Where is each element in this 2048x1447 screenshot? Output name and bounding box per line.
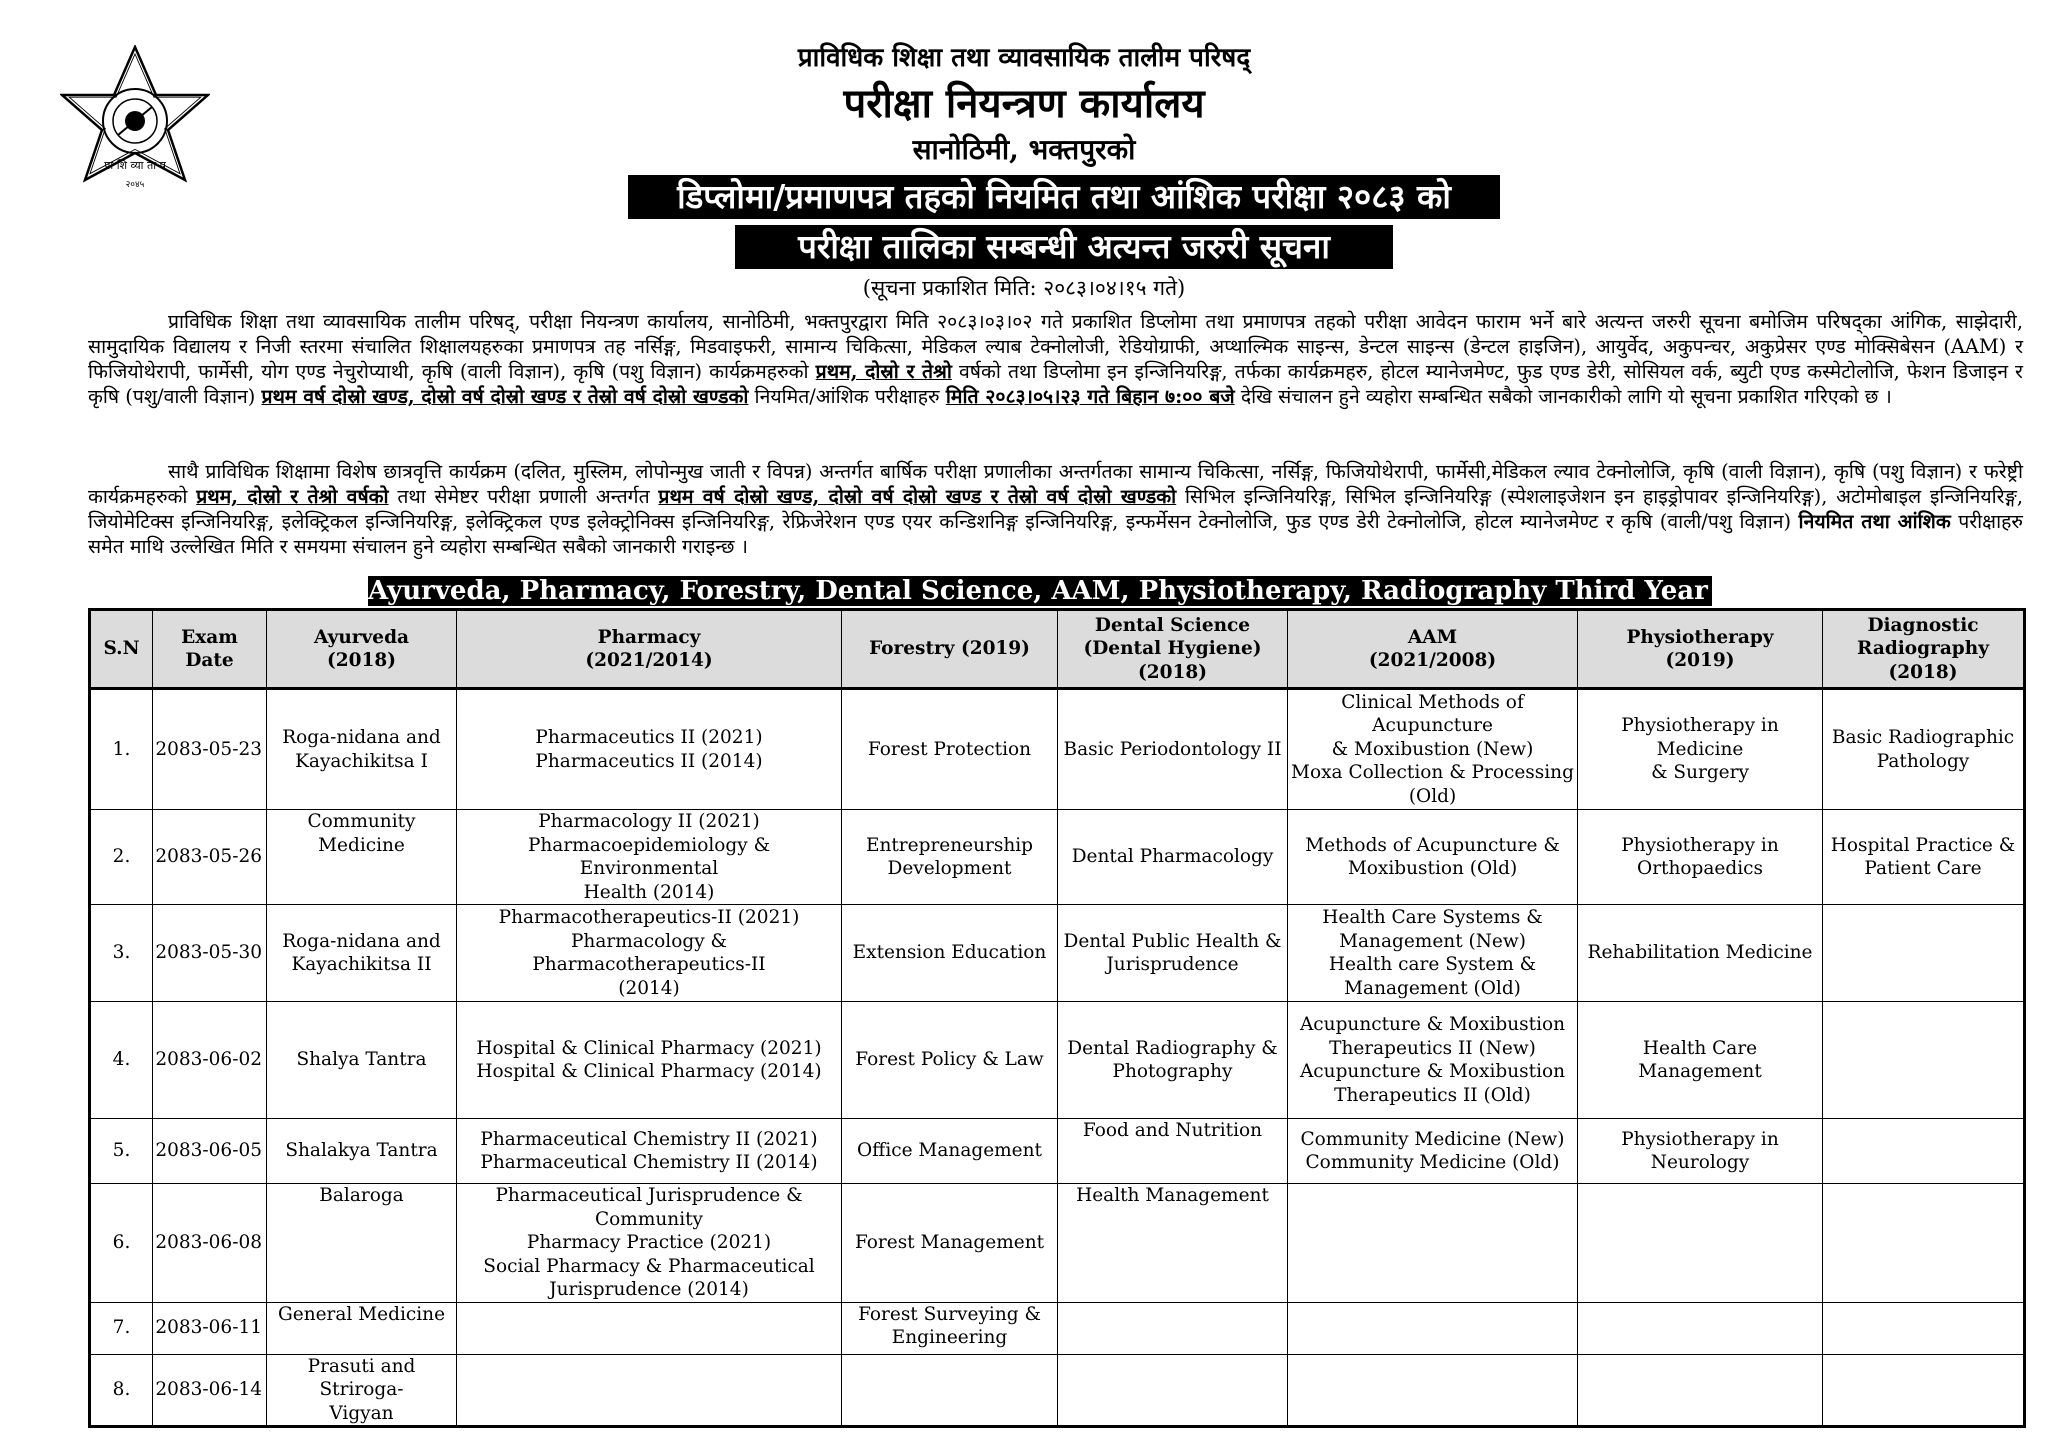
column-header (1823, 610, 2025, 689)
column-header-line: (2021/2014) (585, 650, 713, 671)
subject-line: Hospital & Clinical Pharmacy (2014) (476, 1061, 822, 1082)
subject-line: Physiotherapy in Medicine (1621, 715, 1779, 760)
subject-line: Pharmaceutical Jurisprudence & Community (495, 1185, 803, 1230)
p2-sections: प्रथम वर्ष दोस्रो खण्ड, दोस्रो वर्ष दोस्रो खण्ड र तेस्रो वर्ष दोस्रो खण्डको (658, 485, 1177, 508)
subject-line: Dental Public Health & (1063, 930, 1282, 952)
subject-line: Pharmacotherapeutics-II (2021) (498, 907, 800, 928)
subject-line: Pharmaceutical Chemistry II (2021) (480, 1128, 818, 1150)
subject-line: Roga-nidana and (282, 727, 441, 748)
subject-line: Pharmacy Practice (2021) (526, 1232, 772, 1253)
subject-line: Health Management (1076, 1185, 1269, 1206)
subject-line: Moxa Collection & Processing (1291, 762, 1574, 784)
subject-line: Methods of Acupuncture & (1305, 834, 1560, 856)
serial-number-cell: 4. (90, 1002, 153, 1119)
table-row (90, 1302, 2025, 1354)
subject-line: Office Management (857, 1140, 1042, 1162)
p1-exam-start: मिति २०८३।०५।२३ गते बिहान ७:०० बजे (945, 385, 1235, 408)
subject-line: Shalakya Tantra (285, 1140, 438, 1162)
subject-cell (1578, 689, 1823, 810)
subject-line: Health Care Systems & (1322, 907, 1543, 928)
subject-line: Acupuncture & Moxibustion (1299, 1061, 1566, 1082)
column-header (153, 610, 267, 689)
subject-line: Physiotherapy in (1621, 1128, 1779, 1150)
subject-cell (267, 1354, 457, 1427)
subject-cell (1058, 810, 1288, 905)
subject-line: Forest Surveying & (858, 1303, 1041, 1325)
subject-cell (1578, 1002, 1823, 1119)
subject-cell (1058, 689, 1288, 810)
column-header (1288, 610, 1578, 689)
subject-cell (1288, 905, 1578, 1002)
subject-line: Photography (1112, 1061, 1233, 1082)
subject-line: Jurisprudence (2014) (549, 1279, 749, 1300)
subject-line: Management (New) (1339, 930, 1526, 952)
subject-line: Prasuti and Striroga- (307, 1355, 416, 1400)
exam-date-cell: 2083-06-05 (153, 1119, 267, 1184)
subject-cell (842, 810, 1058, 905)
subject-line: Balaroga (319, 1185, 404, 1206)
subject-cell (267, 1302, 457, 1354)
p2-text-c: तथा सेमेष्टर परीक्षा प्रणाली अन्तर्गत (397, 485, 650, 508)
subject-line: Pathology (1876, 750, 1970, 772)
emblem-year: २०४५ (125, 180, 145, 190)
serial-number-cell: 7. (90, 1302, 153, 1354)
subject-cell (1578, 1354, 1823, 1427)
subject-cell (842, 1184, 1058, 1303)
table-header-row (90, 610, 2025, 689)
subject-line: Forest Management (854, 1232, 1045, 1253)
subject-line: Vigyan (329, 1402, 394, 1424)
subject-line: Health (2014) (583, 881, 715, 903)
subject-cell (1288, 810, 1578, 905)
column-header-line: S.N (103, 638, 140, 660)
subject-line: Shalya Tantra (296, 1049, 427, 1071)
schedule-table-title: Ayurveda, Pharmacy, Forestry, Dental Science, AAM, Physiotherapy, Radiography Third Year (New/Old) (368, 576, 1865, 606)
emblem-text: प्रा शि व्या ता प (104, 159, 166, 172)
table-row (90, 689, 2025, 810)
subject-cell (1288, 1302, 1578, 1354)
subject-line: Community Medicine (Old) (1305, 1152, 1560, 1173)
column-header (267, 610, 457, 689)
serial-number-cell: 2. (90, 810, 153, 905)
subject-cell (1823, 905, 2025, 1002)
table-row (90, 1002, 2025, 1119)
column-header (842, 610, 1058, 689)
subject-cell (1823, 1119, 2025, 1184)
subject-cell (267, 810, 457, 905)
p1-years: प्रथम, दोस्रो र तेश्रो (815, 360, 952, 383)
notice-banner-title: डिप्लोमा/प्रमाणपत्र तहको नियमित तथा आंशिक परीक्षा २०८३ को (628, 175, 1500, 219)
column-header (457, 610, 842, 689)
subject-line: Entrepreneurship (865, 834, 1034, 856)
table-row (90, 1184, 2025, 1303)
subject-line: Management (Old) (1344, 977, 1521, 999)
p1-sections: प्रथम वर्ष दोस्रो खण्ड, दोस्रो वर्ष दोस्रो खण्ड र तेस्रो वर्ष दोस्रो खण्डको (261, 385, 749, 408)
table-body (90, 689, 2025, 1427)
notice-banner-subtitle: परीक्षा तालिका सम्बन्धी अत्यन्त जरुरी सूचना (735, 225, 1393, 269)
table-row (90, 810, 2025, 905)
subject-cell (1823, 1184, 2025, 1303)
subject-line: Basic Radiographic (1831, 727, 2015, 748)
serial-number-cell: 5. (90, 1119, 153, 1184)
subject-cell (1058, 905, 1288, 1002)
exam-date-cell: 2083-06-11 (153, 1302, 267, 1354)
p1-text-c: वर्षको तथा डिप्लोमा इन इन्जिनियरिङ्ग, तर्फका कार्यक्रमहरु, होटल म्यानेजमेण्ट, फुड एण्ड डेरी, सोसियल वर्क, ब्युटी एण्ड कस्मेटोलोजि, फेशन डिजाइन र कृषि (पशु/वाली विज्ञान) (88, 360, 2023, 408)
column-header-line: Exam (181, 626, 238, 648)
subject-cell (1288, 1119, 1578, 1184)
organization-name: प्राविधिक शिक्षा तथा व्यावसायिक तालीम परिषद् (797, 43, 1251, 73)
subject-line: Clinical Methods of Acupuncture (1341, 691, 1524, 737)
subject-cell (842, 1302, 1058, 1354)
notice-paragraph-1 (88, 309, 2023, 409)
subject-line: Hospital & Clinical Pharmacy (2021) (476, 1037, 822, 1059)
subject-cell (457, 1119, 842, 1184)
subject-cell (1578, 1184, 1823, 1303)
subject-line: (Old) (1408, 785, 1457, 807)
subject-line: Dental Pharmacology (1071, 846, 1274, 868)
exam-date-cell: 2083-06-02 (153, 1002, 267, 1119)
table-row (90, 1119, 2025, 1184)
subject-line: General Medicine (277, 1303, 446, 1325)
subject-line: Pharmaceutical Chemistry II (2014) (480, 1152, 818, 1173)
subject-line: Community Medicine (New) (1300, 1128, 1565, 1150)
subject-line: Pharmaceutics II (2021) (535, 727, 763, 748)
subject-line: Moxibustion (Old) (1347, 858, 1518, 879)
subject-line: Pharmaceutics II (2014) (535, 750, 763, 772)
subject-line: Patient Care (1864, 858, 1982, 879)
subject-cell (1823, 1302, 2025, 1354)
subject-line: Acupuncture & Moxibustion (1299, 1014, 1566, 1035)
subject-line: Food and Nutrition (1082, 1120, 1263, 1141)
subject-line: Rehabilitation Medicine (1587, 942, 1813, 964)
column-header (1578, 610, 1823, 689)
notice-paragraph-2 (88, 459, 2023, 559)
subject-line: Therapeutics II (Old) (1334, 1084, 1531, 1106)
serial-number-cell: 8. (90, 1354, 153, 1427)
subject-line: Neurology (1650, 1152, 1750, 1173)
subject-line: Forest Protection (867, 738, 1032, 760)
p2-years: प्रथम, दोस्रो र तेश्रो वर्षको (196, 485, 389, 508)
subject-cell (1288, 689, 1578, 810)
subject-cell (1578, 905, 1823, 1002)
exam-date-cell: 2083-05-30 (153, 905, 267, 1002)
exam-schedule-table (88, 608, 2026, 1428)
subject-line: Pharmacoepidemiology & Environmental (527, 834, 771, 879)
subject-cell (267, 1119, 457, 1184)
published-date: (सूचना प्रकाशित मिति: २०८३।०४।१५ गते) (862, 276, 1186, 300)
subject-line: Extension Education (852, 942, 1047, 964)
table-row (90, 905, 2025, 1002)
subject-cell (457, 689, 842, 810)
subject-cell (267, 905, 457, 1002)
subject-line: Jurisprudence (1106, 954, 1239, 975)
column-header-line: (Dental Hygiene) (1083, 638, 1262, 660)
subject-cell (1578, 1119, 1823, 1184)
p2-text-e: सिभिल इन्जिनियरिङ्ग, सिभिल इन्जिनियरिङ्ग (स्पेशलाइजेशन इन हाइड्रोपावर इन्जिनियरिङ्ग), अटोमोबाइल इन्जिनियरिङ्ग, जियोमेटिक्स इन्जिनियरिङ्ग, इलेक्ट्रिकल इन्जिनियरिङ्ग, इलेक्ट्रिकल एण्ड इलेक्ट्रोनिक्स इन्जिनियरिङ्ग, रेफ्रिजेरेशन एण्ड एयर कन्डिशनिङ्ग इन्जिनियरिङ्ग, इन्फर्मेसन टेक्नोलोजि, फुड एण्ड डेरी टेक्नोलोजि, होटल म्यानेजमेण्ट र कृषि (वाली/पशु विज्ञान) (88, 485, 2023, 533)
column-header (1058, 610, 1288, 689)
p2-text-a: साथै प्राविधिक शिक्षामा विशेष छात्रवृत्ति कार्यक्रम (दलित, मुस्लिम, लोपोन्मुख जाती र विपन्न) अन्तर्गत बार्षिक परीक्षा प्रणालीका अन्तर्गतका सामान्य चिकित्सा, नर्सिङ्ग, फिजियोथेरापी, फार्मेसी,मेडिकल ल्याव टेक्नोलोजि, कृषि (वाली विज्ञान), कृषि (पशु विज्ञान) र फरेष्ट्री कार्यक्रमहरुको (88, 460, 2023, 508)
subject-cell (1288, 1184, 1578, 1303)
subject-cell (1823, 1354, 2025, 1427)
subject-line: Orthopaedics (1637, 858, 1763, 879)
column-header-line: Forestry (2019) (869, 638, 1030, 660)
subject-line: Engineering (891, 1327, 1008, 1348)
subject-cell (842, 1354, 1058, 1427)
subject-line: Dental Radiography & (1067, 1037, 1278, 1059)
subject-line: & Moxibustion (New) (1331, 738, 1534, 760)
subject-cell (267, 1002, 457, 1119)
subject-cell (1288, 1354, 1578, 1427)
subject-cell (842, 1119, 1058, 1184)
subject-line: (2014) (618, 977, 680, 999)
subject-cell (842, 1002, 1058, 1119)
subject-cell (842, 689, 1058, 810)
subject-cell (1058, 1184, 1288, 1303)
p2-exam-type: नियमित तथा आंशिक (1798, 510, 1951, 533)
serial-number-cell: 3. (90, 905, 153, 1002)
exam-date-cell: 2083-06-14 (153, 1354, 267, 1427)
subject-line: Development (887, 858, 1012, 879)
p1-text-a: प्राविधिक शिक्षा तथा व्यावसायिक तालीम परिषद्, परीक्षा नियन्त्रण कार्यालय, सानोठिमी, भक्तपुरद्वारा मिति २०८३।०३।०२ गते प्रकाशित डिप्लोमा तथा प्रमाणपत्र तहको परीक्षा आवेदन फाराम भर्ने बारे अत्यन्त जरुरी सूचना बमोजिम परिषद्का आंगिक, साझेदारी, सामुदायिक विद्यालय र निजी स्तरमा संचालित शिक्षालयहरुका प्रमाणपत्र तह नर्सिङ्ग, मिडवाइफरी, सामान्य चिकित्सा, मेडिकल ल्याब टेक्नोलोजी, रेडियोग्राफी, अप्थाल्मिक साइन्स, डेन्टल साइन्स (डेन्टल हाइजिन), आयुर्वेद, अकुपन्चर, अकुप्रेसर एण्ड मोक्सिबेसन (AAM) र फिजियोथेरापी, फार्मेसी, योग एण्ड नेचुरोप्याथी, कृषि (वाली विज्ञान), कृषि (पशु विज्ञान) कार्यक्रमहरुको (88, 310, 2023, 383)
subject-line: Kayachikitsa II (291, 954, 432, 975)
subject-cell (1288, 1002, 1578, 1119)
subject-line: Community Medicine (307, 811, 416, 856)
column-header-line: Dental Science (1094, 614, 1251, 636)
subject-cell (457, 1002, 842, 1119)
subject-cell (457, 905, 842, 1002)
subject-cell (1823, 689, 2025, 810)
column-header-line: (2018) (1138, 661, 1207, 683)
column-header-line: (2019) (1665, 650, 1735, 671)
subject-cell (457, 810, 842, 905)
p2-text-g: परीक्षाहरु समेत माथि उल्लेखित मिति र समयमा संचालन हुने व्यहोरा सम्बन्धित सबैको जानकारी गराइन्छ । (88, 510, 2023, 558)
subject-line: Pharmacology & Pharmacotherapeutics-II (532, 930, 766, 975)
subject-line: Social Pharmacy & Pharmaceutical (483, 1255, 815, 1277)
subject-line: Forest Policy & Law (855, 1049, 1044, 1071)
column-header-line: (2021/2008) (1368, 650, 1497, 671)
subject-cell (1058, 1354, 1288, 1427)
subject-line: & Surgery (1651, 762, 1749, 784)
column-header-line: Physiotherapy (1626, 626, 1774, 648)
subject-cell (267, 1184, 457, 1303)
exam-date-cell: 2083-05-23 (153, 689, 267, 810)
exam-date-cell: 2083-05-26 (153, 810, 267, 905)
column-header-line: (2018) (327, 650, 396, 671)
subject-line: Therapeutics II (New) (1329, 1037, 1536, 1059)
subject-cell (842, 905, 1058, 1002)
p1-text-e: नियमित/आंशिक परीक्षाहरु (754, 385, 940, 408)
subject-cell (457, 1184, 842, 1303)
subject-line: Health care System & (1328, 954, 1537, 975)
subject-cell (1823, 1002, 2025, 1119)
column-header-line: Ayurveda (314, 626, 409, 648)
column-header-line: Diagnostic (1867, 614, 1979, 636)
subject-cell (457, 1354, 842, 1427)
office-name: परीक्षा नियन्त्रण कार्यालय (843, 80, 1205, 127)
table-row (90, 1354, 2025, 1427)
subject-cell (267, 689, 457, 810)
subject-line: Roga-nidana and (282, 930, 441, 952)
subject-cell (1058, 1119, 1288, 1184)
column-header-line: Date (185, 650, 234, 671)
column-header-line: AAM (1407, 626, 1458, 648)
subject-cell (1823, 810, 2025, 905)
subject-line: Pharmacology II (2021) (538, 811, 760, 832)
column-header-line: Radiography (2018) (1857, 638, 1989, 683)
p1-text-g: देखि संचालन हुने व्यहोरा सम्बन्धित सबैको जानकारीको लागि यो सूचना प्रकाशित गरिएको छ । (1240, 385, 1892, 408)
subject-cell (457, 1302, 842, 1354)
subject-cell (1578, 810, 1823, 905)
subject-line: Health Care Management (1638, 1037, 1762, 1082)
column-header (90, 610, 153, 689)
serial-number-cell: 6. (90, 1184, 153, 1303)
subject-line: Kayachikitsa I (295, 750, 428, 772)
exam-date-cell: 2083-06-08 (153, 1184, 267, 1303)
column-header-line: Pharmacy (597, 626, 701, 648)
subject-line: Hospital Practice & (1830, 834, 2016, 856)
subject-line: Physiotherapy in (1621, 834, 1779, 856)
serial-number-cell: 1. (90, 689, 153, 810)
subject-cell (1058, 1002, 1288, 1119)
office-location: सानोठिमी, भक्तपुरको (912, 133, 1136, 166)
subject-cell (1578, 1302, 1823, 1354)
subject-line: Basic Periodontology II (1063, 738, 1282, 760)
subject-cell (1058, 1302, 1288, 1354)
